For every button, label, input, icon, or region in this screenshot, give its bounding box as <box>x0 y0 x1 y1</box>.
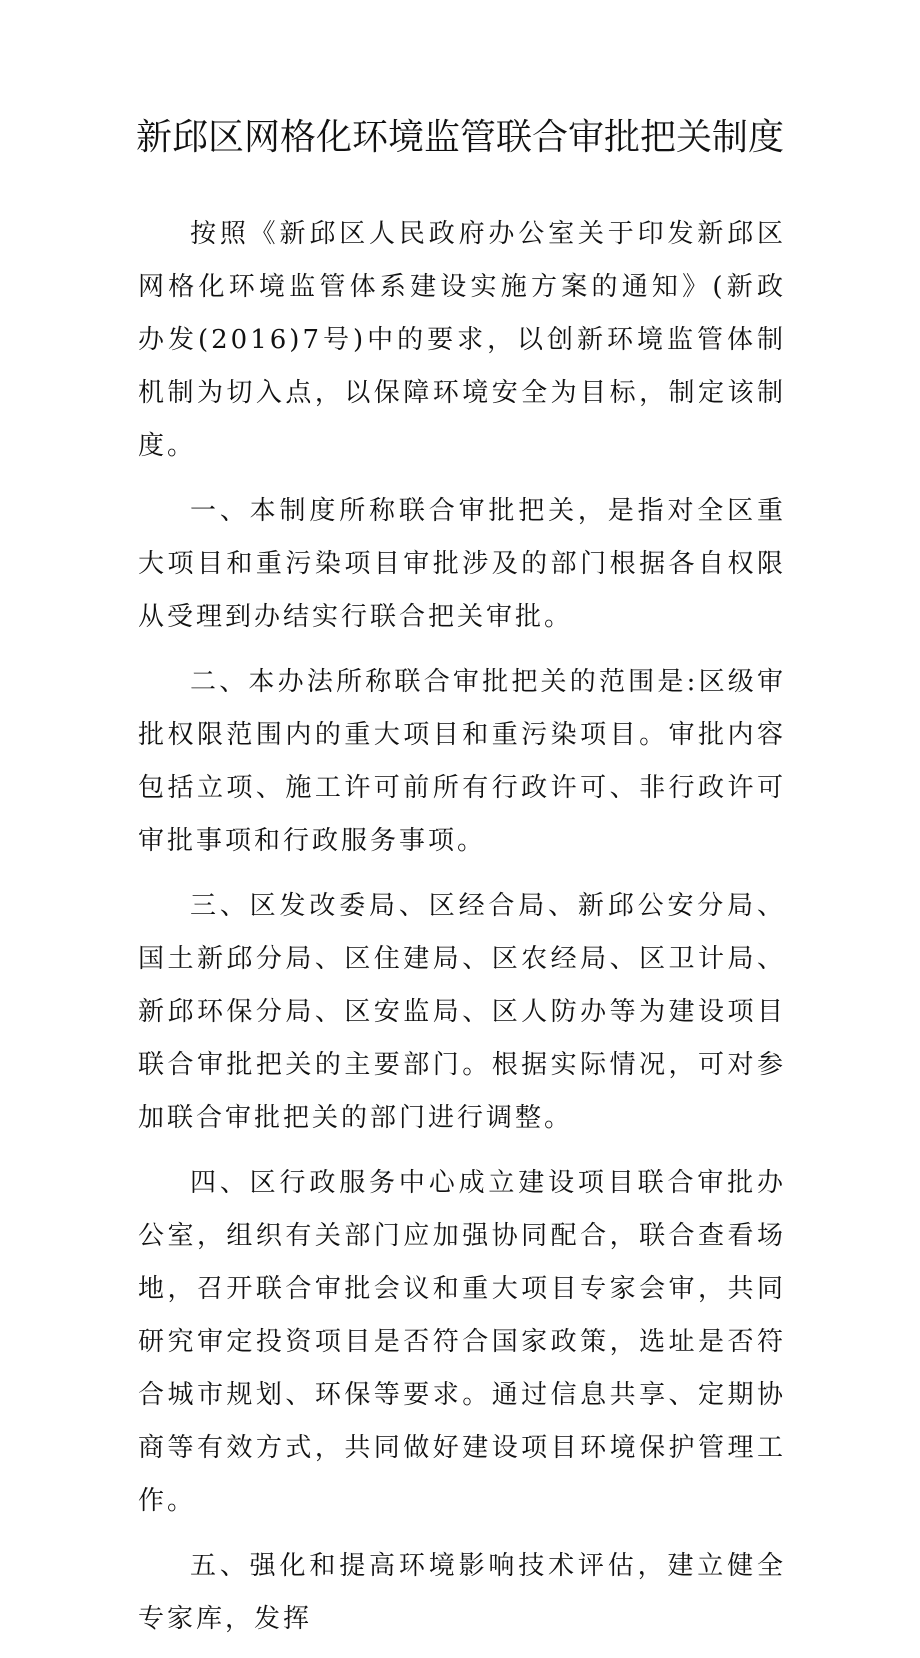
document-title: 新邱区网格化环境监管联合审批把关制度 <box>135 117 784 158</box>
paragraph-article-3: 三、区发改委局、区经合局、新邱公安分局、国土新邱分局、区住建局、区农经局、区卫计局、新邱环保分局、区安监局、区人防办等为建设项目联合审批把关的主要部门。根据实际情况，可对参加联合审批把关的部门进行调整。 <box>138 891 786 1133</box>
paragraph-article-2: 二、本办法所称联合审批把关的范围是:区级审批权限范围内的重大项目和重污染项目。审批内容包括立项、施工许可前所有行政许可、非行政许可审批事项和行政服务事项。 <box>138 667 786 856</box>
paragraph-preamble: 按照《新邱区人民政府办公室关于印发新邱区网格化环境监管体系建设实施方案的通知》(新政办发(2016)7号)中的要求，以创新环境监管体制机制为切入点，以保障环境安全为目标，制定该制度。 <box>138 219 786 461</box>
paragraph-article-5: 五、强化和提高环境影响技术评估，建立健全专家库，发挥 <box>138 1551 786 1634</box>
paragraph-article-1: 一、本制度所称联合审批把关，是指对全区重大项目和重污染项目审批涉及的部门根据各自权限从受理到办结实行联合把关审批。 <box>138 496 786 632</box>
paragraph-article-4: 四、区行政服务中心成立建设项目联合审批办公室，组织有关部门应加强协同配合，联合查看场地，召开联合审批会议和重大项目专家会审，共同研究审定投资项目是否符合国家政策，选址是否符合城市规划、环保等要求。通过信息共享、定期协商等有效方式，共同做好建设项目环境保护管理工作。 <box>138 1168 786 1516</box>
document-body <box>138 208 786 1658</box>
